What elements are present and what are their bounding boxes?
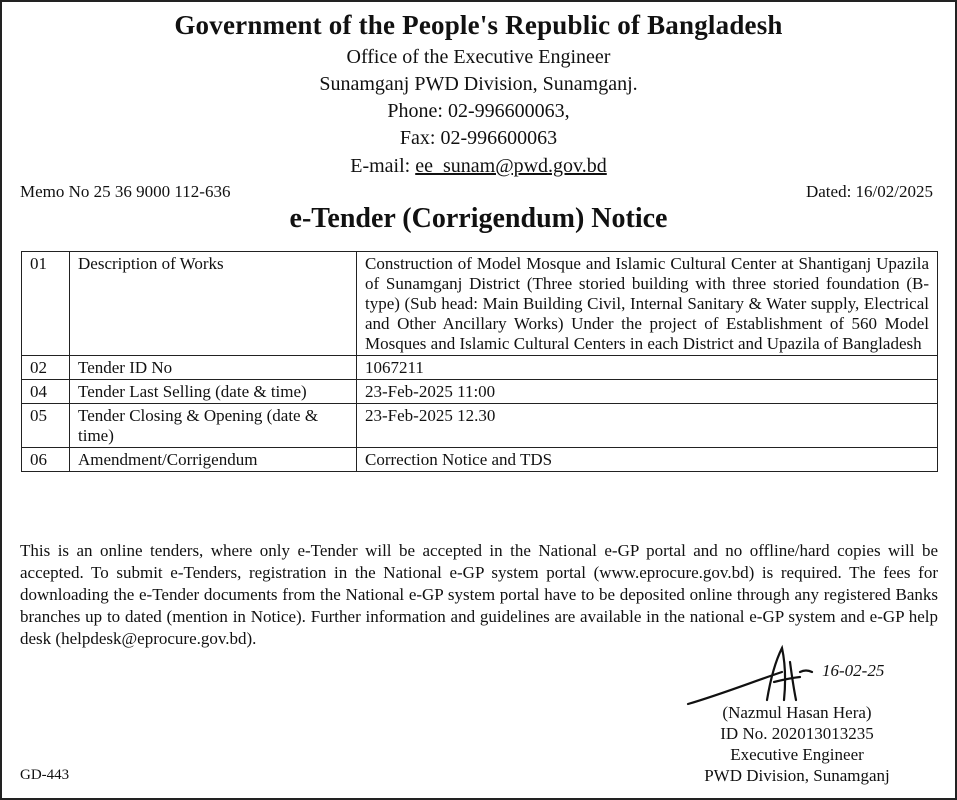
row-value: Construction of Model Mosque and Islamic Cultural Center at Shantiganj Upazila of Sunamganj District (Three storied building with three storied foundation (B-type) (Sub head: Main Building Civil, Internal Sanitary & Water supply, Electrical and Other Ancillary Works) Under the project of Establishment of 560 Model Mosques and Islamic Cultural Centers in each District and Upazila of Bangladesh bbox=[357, 252, 938, 356]
row-label: Description of Works bbox=[70, 252, 357, 356]
row-number: 06 bbox=[22, 448, 70, 472]
tender-details-table bbox=[21, 251, 938, 472]
phone-line: Phone: 02-996600063, bbox=[387, 100, 570, 122]
signatory-name: (Nazmul Hasan Hera) bbox=[722, 703, 872, 722]
signatory-id: ID No. 202013013235 bbox=[720, 724, 874, 743]
notice-title: e-Tender (Corrigendum) Notice bbox=[289, 203, 668, 234]
row-value: 23-Feb-2025 12.30 bbox=[357, 404, 938, 448]
government-title: Government of the People's Republic of Bangladesh bbox=[174, 10, 783, 40]
signature-block bbox=[662, 702, 932, 786]
row-number: 04 bbox=[22, 380, 70, 404]
table-row bbox=[22, 404, 938, 448]
signatory-office: PWD Division, Sunamganj bbox=[704, 766, 890, 785]
row-value: 1067211 bbox=[357, 356, 938, 380]
email-label: E-mail: bbox=[350, 155, 416, 177]
row-label: Tender ID No bbox=[70, 356, 357, 380]
row-number: 05 bbox=[22, 404, 70, 448]
office-name: Office of the Executive Engineer bbox=[346, 46, 611, 68]
row-number: 02 bbox=[22, 356, 70, 380]
row-value: Correction Notice and TDS bbox=[357, 448, 938, 472]
email-link[interactable]: ee_sunam@pwd.gov.bd bbox=[415, 155, 607, 177]
memo-number: Memo No 25 36 9000 112-636 bbox=[20, 182, 231, 201]
table-row bbox=[22, 380, 938, 404]
row-label: Amendment/Corrigendum bbox=[70, 448, 357, 472]
table-row bbox=[22, 252, 938, 356]
table-row bbox=[22, 356, 938, 380]
fax-line: Fax: 02-996600063 bbox=[399, 127, 558, 149]
division-name: Sunamganj PWD Division, Sunamganj. bbox=[319, 73, 638, 95]
table-row bbox=[22, 448, 938, 472]
memo-date: Dated: 16/02/2025 bbox=[805, 182, 933, 201]
row-label: Tender Closing & Opening (date & time) bbox=[70, 404, 357, 448]
row-value: 23-Feb-2025 11:00 bbox=[357, 380, 938, 404]
instructions-paragraph: This is an online tenders, where only e-Tender will be accepted in the National e-GP portal and no offline/hard copies will be accepted. To submit e-Tenders, registration in the National e-GP system portal (www.eprocure.gov.bd) is required. The fees for downloading the e-Tender documents from the National e-GP system portal have to be deposited online through any registered Banks branches up to dated (mention in Notice). Further information and guidelines are available in the national e-GP system and e-GP help desk (helpdesk@eprocure.gov.bd). bbox=[20, 541, 938, 648]
row-label: Tender Last Selling (date & time) bbox=[70, 380, 357, 404]
row-number: 01 bbox=[22, 252, 70, 356]
email-line bbox=[2, 155, 955, 178]
signatory-designation: Executive Engineer bbox=[730, 745, 864, 764]
footer-code: GD-443 bbox=[20, 767, 70, 783]
signature-date: 16-02-25 bbox=[822, 661, 885, 680]
